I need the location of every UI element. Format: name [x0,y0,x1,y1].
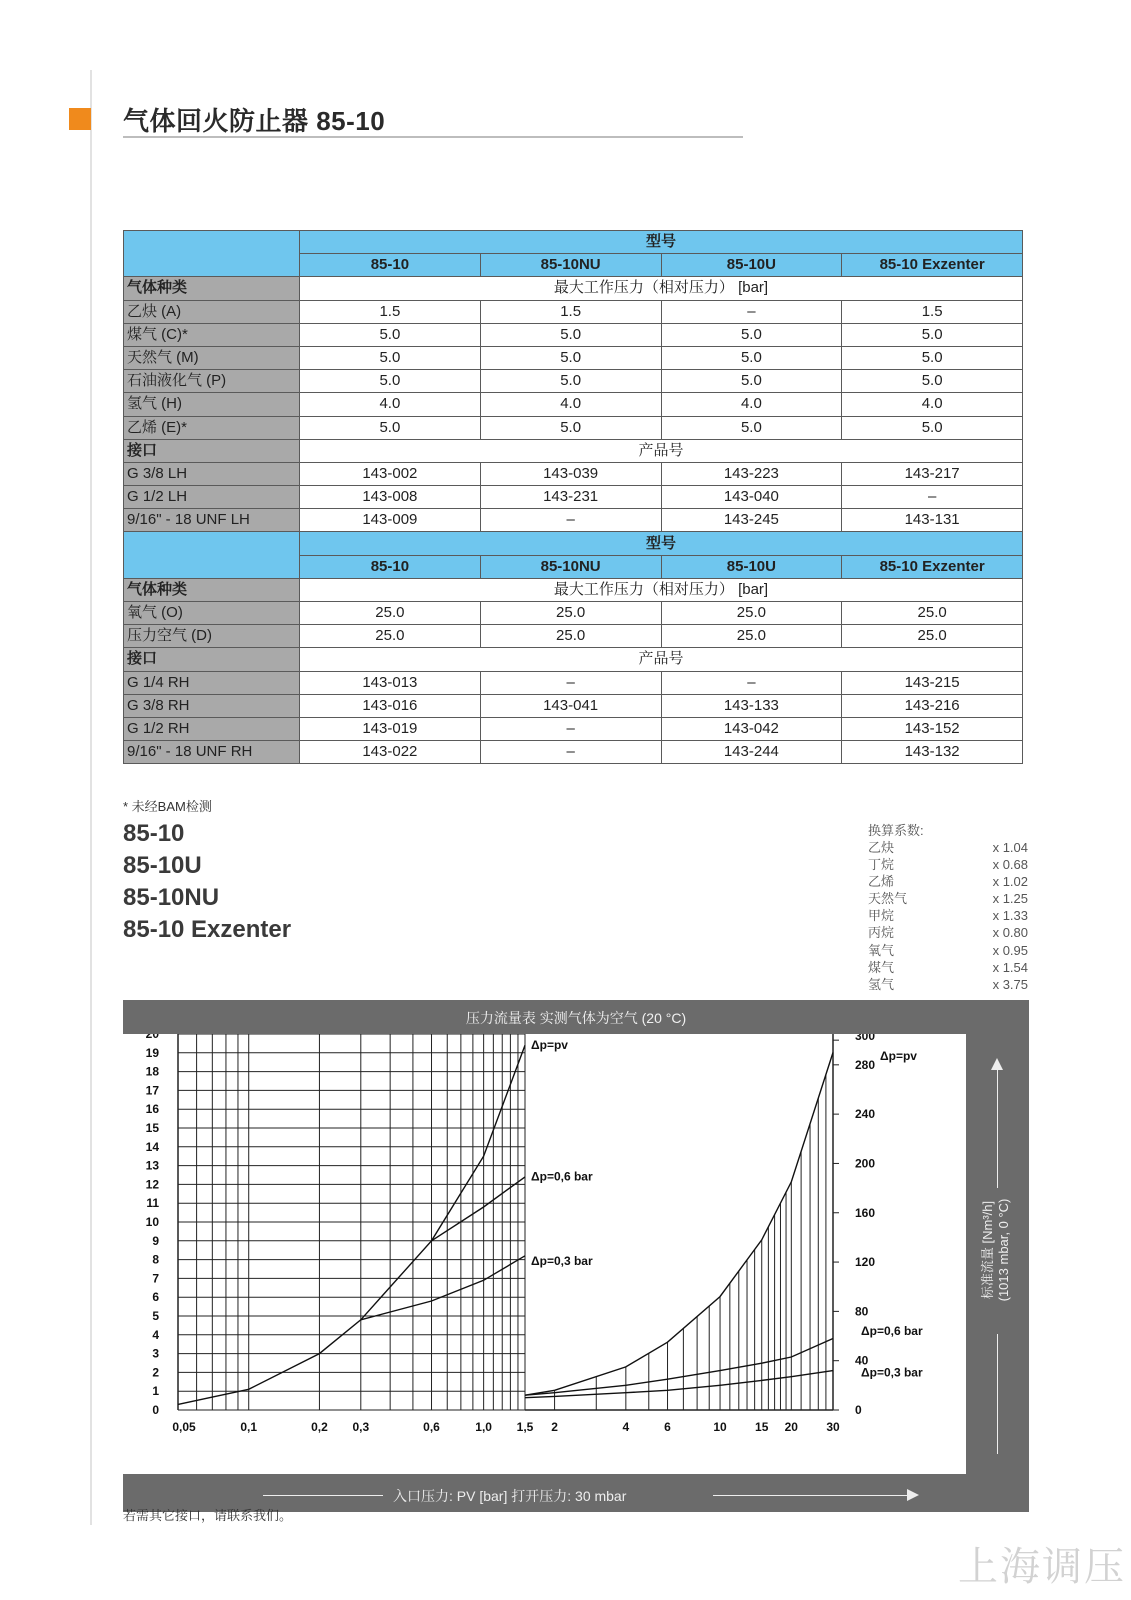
x-tick-label: 0,1 [240,1420,258,1434]
gas-row-label: 天然气 (M) [124,346,300,369]
gas-row-cell: 5.0 [480,416,661,439]
conversion-gas: 氧气 [868,942,895,958]
y-caption-line-bottom [997,1334,998,1454]
y-tick-label: 10 [145,1215,159,1229]
x-tick-label: 20 [784,1420,798,1434]
x-axis-label: 入口压力: PV [bar] 打开压力: 30 mbar [393,1488,627,1504]
y-tick-label: 12 [145,1177,159,1192]
port-row-label: 9/16" - 18 UNF LH [124,509,300,532]
port-row [124,741,1023,764]
port-row-cell: 143-132 [842,741,1023,764]
conversion-gas: 乙烯 [868,874,895,890]
port-row-label: G 1/4 RH [124,671,300,694]
series-label: Δp=0,3 bar [531,1254,593,1269]
gas-row-cell: 25.0 [480,602,661,625]
conversion-row [868,856,1028,873]
gas-type-row-label: 气体种类 [124,578,300,601]
model-header: 85-10NU [480,254,661,277]
y-axis-caption [966,1034,1029,1482]
gas-row-cell: 4.0 [661,393,842,416]
gas-row-cell: 5.0 [842,323,1023,346]
conversion-factor: x 1.25 [992,891,1028,907]
gas-row-cell: 1.5 [842,300,1023,323]
y-tick-label: 280 [855,1057,876,1072]
gas-row-cell: 5.0 [842,346,1023,369]
type-header: 型号 [300,231,1023,254]
conversion-gas: 煤气 [868,959,895,975]
gas-row-label: 石油液化气 (P) [124,370,300,393]
conversion-gas: 乙炔 [868,840,895,855]
y-axis-label [980,1175,1012,1325]
gas-row-cell: 5.0 [661,323,842,346]
x-caption-line-left [263,1495,383,1496]
gas-type-row [124,277,1023,300]
y-tick-label: 6 [152,1290,159,1305]
gas-row-cell: 5.0 [300,346,481,369]
gas-row-label: 压力空气 (D) [124,625,300,648]
gas-row [124,602,1023,625]
y-tick-label: 300 [855,1034,876,1044]
model-name: 85-10 [123,820,185,847]
port-header-row [124,439,1023,462]
y-tick-label: 5 [152,1309,159,1323]
port-row-cell: – [480,717,661,740]
model-header: 85-10U [661,555,842,578]
port-row-cell: 143-216 [842,694,1023,717]
x-tick-label: 4 [622,1420,630,1434]
chart-title: 压力流量表 实测气体为空气 (20 °C) [465,1010,687,1026]
conversion-factor: x 1.04 [992,840,1028,855]
flow-chart-panel [123,1000,1029,1512]
conversion-gas: 丙烷 [868,925,895,941]
conversion-row [868,839,1028,856]
y-tick-label: 14 [145,1139,159,1154]
gas-row-cell: 4.0 [842,393,1023,416]
model-header: 85-10U [661,254,842,277]
port-row-label: G 3/8 LH [124,462,300,485]
page-margin-line [90,70,92,1525]
gas-row [124,393,1023,416]
port-row-cell: – [661,671,842,694]
gas-row-label: 氢气 (H) [124,393,300,416]
gas-row [124,300,1023,323]
conversion-row [868,976,1028,993]
model-header: 85-10 Exzenter [842,254,1023,277]
series-label: Δp=pv [880,1048,917,1063]
page-title: 气体回火防止器 85-10 [123,106,386,136]
gas-row-label: 氧气 (O) [124,602,300,625]
gas-row-cell: 25.0 [480,625,661,648]
conversion-factor: x 1.02 [992,874,1028,890]
series-label: Δp=0,3 bar [861,1365,923,1380]
gas-row-cell: 5.0 [661,346,842,369]
port-row-cell: 143-016 [300,694,481,717]
port-row-cell: – [842,486,1023,509]
y-tick-label: 120 [855,1255,876,1270]
gas-row-cell: 4.0 [480,393,661,416]
port-row [124,694,1023,717]
y-tick-label: 1 [152,1384,159,1399]
port-header-row-label: 接口 [124,648,300,671]
model-header: 85-10NU [480,555,661,578]
y-tick-label: 7 [152,1271,159,1286]
port-row [124,671,1023,694]
y-tick-label: 13 [145,1158,159,1173]
gas-type-row-caption: 最大工作压力（相对压力） [bar] [300,277,1023,300]
x-tick-label: 6 [664,1420,671,1434]
y-tick-label: 240 [855,1107,876,1122]
gas-row [124,346,1023,369]
port-row-cell: – [480,741,661,764]
port-row-cell: 143-009 [300,509,481,532]
gas-row-label: 乙烯 (E)* [124,416,300,439]
y-tick-label: 8 [152,1252,159,1267]
y-tick-label: 18 [145,1064,159,1079]
port-row [124,717,1023,740]
conversion-factor: x 0.95 [992,942,1028,958]
y-tick-label: 0 [152,1403,159,1417]
x-tick-label: 1,5 [516,1420,534,1434]
port-row-cell: 143-002 [300,462,481,485]
gas-row-cell: 5.0 [842,416,1023,439]
conversion-row [868,907,1028,924]
conversion-factor: x 1.33 [992,908,1028,924]
model-header: 85-10 Exzenter [842,555,1023,578]
series-line [525,1053,833,1396]
conversion-row [868,873,1028,890]
watermark: 上海调压 [958,1545,1126,1589]
gas-row-cell: 25.0 [300,625,481,648]
gas-row-cell: 5.0 [480,346,661,369]
gas-row-label: 煤气 (C)* [124,323,300,346]
x-arrow-icon [907,1489,919,1501]
port-row-cell: 143-019 [300,717,481,740]
model-list [123,818,291,946]
y-tick-label: 160 [855,1205,876,1220]
y-tick-label: 11 [146,1196,159,1211]
port-header-row-caption: 产品号 [300,439,1023,462]
y-tick-label: 3 [152,1346,159,1361]
table-header-row [124,231,1023,254]
y-tick-label: 17 [145,1083,159,1098]
port-row-cell: 143-040 [661,486,842,509]
gas-row [124,416,1023,439]
port-row-label: G 1/2 RH [124,717,300,740]
gas-row-cell: 25.0 [661,625,842,648]
y-axis-label-line1: 标准流量 [Nm³/h] [980,1200,995,1300]
port-row-cell: 143-022 [300,741,481,764]
gas-row [124,370,1023,393]
port-row-cell: 143-231 [480,486,661,509]
conversion-gas: 丁烷 [868,857,895,873]
y-tick-label: 9 [152,1233,159,1248]
gas-row-cell: 5.0 [300,416,481,439]
y-tick-label: 15 [145,1121,159,1135]
port-header-row-label: 接口 [124,439,300,462]
port-row-label: G 3/8 RH [124,694,300,717]
gas-type-row-caption: 最大工作压力（相对压力） [bar] [300,578,1023,601]
port-row-cell: 143-245 [661,509,842,532]
y-tick-label: 0 [855,1403,862,1417]
model-header: 85-10 [300,254,481,277]
conversion-row [868,959,1028,976]
gas-row-cell: 5.0 [300,323,481,346]
y-tick-label: 16 [145,1102,159,1117]
port-row-cell: 143-013 [300,671,481,694]
port-row-cell: 143-133 [661,694,842,717]
gas-row-label: 乙炔 (A) [124,300,300,323]
port-row-cell: 143-042 [661,717,842,740]
conversion-gas: 氢气 [868,976,895,992]
series-label: Δp=0,6 bar [531,1169,593,1184]
series-line [525,1339,833,1396]
gas-row [124,625,1023,648]
port-row-cell: 143-039 [480,462,661,485]
y-tick-label: 200 [855,1156,876,1171]
x-tick-label: 0,3 [352,1420,370,1434]
conversion-factor: x 0.68 [992,857,1028,873]
gas-type-row-label: 气体种类 [124,277,300,300]
conversion-gas: 甲烷 [868,908,895,924]
series-line [432,1177,526,1241]
x-tick-label: 15 [755,1420,769,1434]
gas-row-cell: 5.0 [842,370,1023,393]
conversion-row [868,890,1028,907]
conversion-gas: 天然气 [868,891,908,907]
x-tick-label: 10 [713,1420,727,1434]
gas-row-cell: 25.0 [842,602,1023,625]
gas-row-cell: 5.0 [661,416,842,439]
port-row-cell: 143-152 [842,717,1023,740]
y-tick-label: 4 [152,1327,159,1342]
gas-row-cell: 25.0 [300,602,481,625]
type-header: 型号 [300,532,1023,555]
gas-row-cell: 25.0 [842,625,1023,648]
header-corner [124,231,300,277]
model-name: 85-10 Exzenter [123,916,292,943]
y-tick-label: 19 [145,1045,159,1060]
y-tick-label: 20 [145,1034,159,1041]
x-tick-label: 30 [826,1420,840,1434]
gas-row-cell: 5.0 [300,370,481,393]
gas-row-cell: 4.0 [300,393,481,416]
port-row-cell: 143-215 [842,671,1023,694]
y-tick-label: 40 [855,1353,869,1368]
port-header-row [124,648,1023,671]
gas-row-cell: 25.0 [661,602,842,625]
x-tick-label: 0,2 [311,1420,328,1434]
gas-row-cell: 5.0 [480,323,661,346]
conversion-factors [868,822,1028,993]
gas-row [124,323,1023,346]
port-row-cell: 143-217 [842,462,1023,485]
port-row [124,486,1023,509]
gas-row-cell: – [661,300,842,323]
chart-plot-area [123,1034,966,1474]
gas-row-cell: 5.0 [661,370,842,393]
flow-chart-svg [123,1034,966,1474]
port-row-label: 9/16" - 18 UNF RH [124,741,300,764]
y-tick-label: 2 [152,1365,159,1380]
x-tick-label: 0,05 [172,1420,196,1434]
series-label: Δp=pv [531,1038,568,1053]
port-row-label: G 1/2 LH [124,486,300,509]
spec-table [123,230,1023,764]
port-row-cell: – [480,671,661,694]
conversion-factor: x 0.80 [992,925,1028,941]
model-name: 85-10NU [123,884,220,911]
conversion-row [868,942,1028,959]
conversion-factor: x 1.54 [992,959,1028,975]
y-tick-label: 80 [855,1304,869,1319]
conversion-title: 换算系数: [868,823,924,838]
port-row [124,462,1023,485]
x-tick-label: 1,0 [475,1420,492,1434]
port-row-cell: 143-244 [661,741,842,764]
gas-row-cell: 1.5 [480,300,661,323]
y-caption-line-top [997,1068,998,1188]
conversion-factor: x 3.75 [992,976,1028,992]
port-row-cell: – [480,509,661,532]
y-axis-label-line2: (1013 mbar, 0 °C) [996,1198,1011,1302]
section-marker [69,108,91,130]
x-axis-caption [123,1482,966,1506]
port-row-cell: 143-223 [661,462,842,485]
footnote: * 未经BAM检测 [123,799,212,814]
title-underline [123,136,743,138]
port-row-cell: 143-131 [842,509,1023,532]
x-tick-label: 2 [551,1420,558,1434]
model-name: 85-10U [123,852,202,879]
x-caption-line-right [713,1495,913,1496]
series-line [361,1256,525,1320]
x-tick-label: 0,6 [423,1420,440,1434]
series-label: Δp=0,6 bar [861,1323,923,1338]
port-row-cell: 143-041 [480,694,661,717]
contact-note: 若需其它接口，请联系我们。 [123,1508,293,1523]
table-header-row [124,532,1023,555]
port-row [124,509,1023,532]
gas-row-cell: 5.0 [480,370,661,393]
conversion-row [868,924,1028,941]
port-header-row-caption: 产品号 [300,648,1023,671]
model-header: 85-10 [300,555,481,578]
header-corner [124,532,300,578]
gas-type-row [124,578,1023,601]
gas-row-cell: 1.5 [300,300,481,323]
port-row-cell: 143-008 [300,486,481,509]
